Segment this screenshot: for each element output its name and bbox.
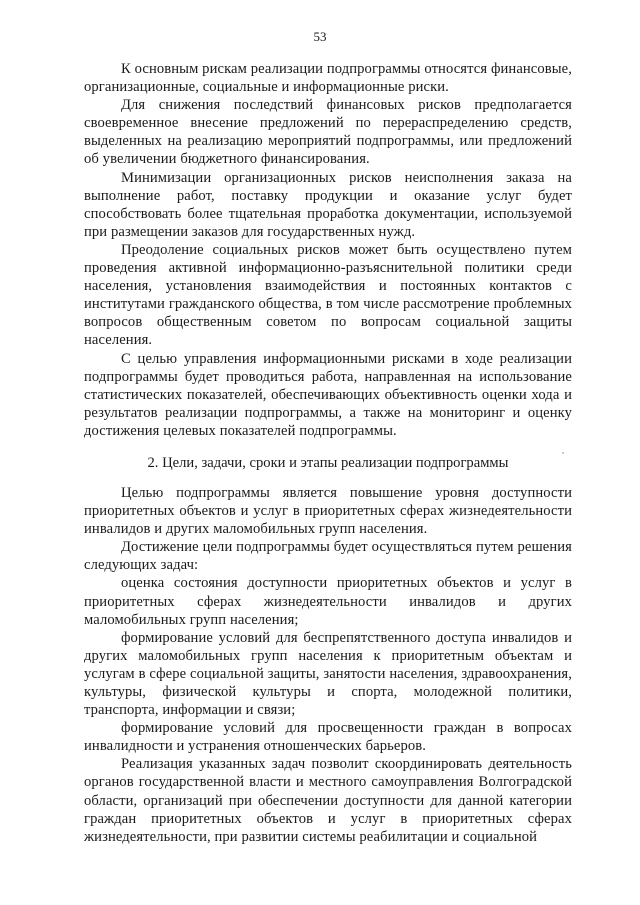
paragraph-goal: Целью подпрограммы является повышение уровня доступности приоритетных объектов и услуг в приоритетных сферах жизнедеятельности инвалидов и других маломобильных групп населения.	[84, 484, 572, 538]
task-item-awareness: формирование условий для просвещенности граждан в вопросах инвалидности и устранения отношенческих барьеров.	[84, 720, 572, 755]
task-item-assessment: оценка состояния доступности приоритетных объектов и услуг в приоритетных сферах жизнедеятельности инвалидов и других маломобильных групп населения;	[84, 575, 572, 628]
paragraph-information-risks: С целью управления информационными рисками в ходе реализации подпрограммы будет проводиться работа, направленная на использование статистических показателей, обеспечивающих объективность оценки хода и результатов реализации подпрограммы, а также на мониторинг и оценку достижения целевых показателей подпрограммы.	[84, 350, 572, 439]
scan-speck	[562, 452, 564, 454]
paragraph-implementation: Реализация указанных задач позволит скоординировать деятельность органов государственной власти и местного самоуправления Волгоградской области, организаций при обеспечении доступности для данной категории граждан приоритетных объектов и услуг в приоритетных сферах жизнедеятельности, при развитии системы реабилитации и социальной	[84, 756, 572, 845]
section-heading: 2. Цели, задачи, сроки и этапы реализации подпрограммы	[147, 454, 509, 471]
paragraph-tasks-intro: Достижение цели подпрограммы будет осуществляться путем решения следующих задач:	[84, 539, 572, 574]
task-item-access-conditions: формирование условий для беспрепятственного доступа инвалидов и других маломобильных групп населения к приоритетным объектам и услугам в сфере социальной защиты, занятости населения, здравоохранения, культуры, физической культуры и спорта, молодежной политики, транспорта, информации и связи;	[84, 629, 572, 719]
paragraph-financial-risks: Для снижения последствий финансовых рисков предполагается своевременное внесение предложений по перераспределению средств, выделенных на реализацию мероприятий подпрограммы, или предложений об увеличении бюджетного финансирования.	[84, 97, 572, 168]
paragraph-risks-intro: К основным рискам реализации подпрограммы относятся финансовые, организационные, социальные и информационные риски.	[84, 61, 572, 96]
paragraph-organizational-risks: Минимизации организационных рисков неисполнения заказа на выполнение работ, поставку продукции и оказание услуг будет способствовать более тщательная проработка документации, используемой при размещении заказов для государственных нужд.	[84, 169, 572, 240]
page-number: 53	[313, 29, 327, 44]
page-body	[84, 60, 572, 846]
paragraph-social-risks: Преодоление социальных рисков может быть осуществлено путем проведения активной информационно-разъяснительной политики среди населения, установления взаимодействия и постоянных контактов с институтами гражданского общества, в том числе рассмотрение проблемных вопросов общественным советом по вопросам социальной защиты населения.	[84, 241, 572, 349]
